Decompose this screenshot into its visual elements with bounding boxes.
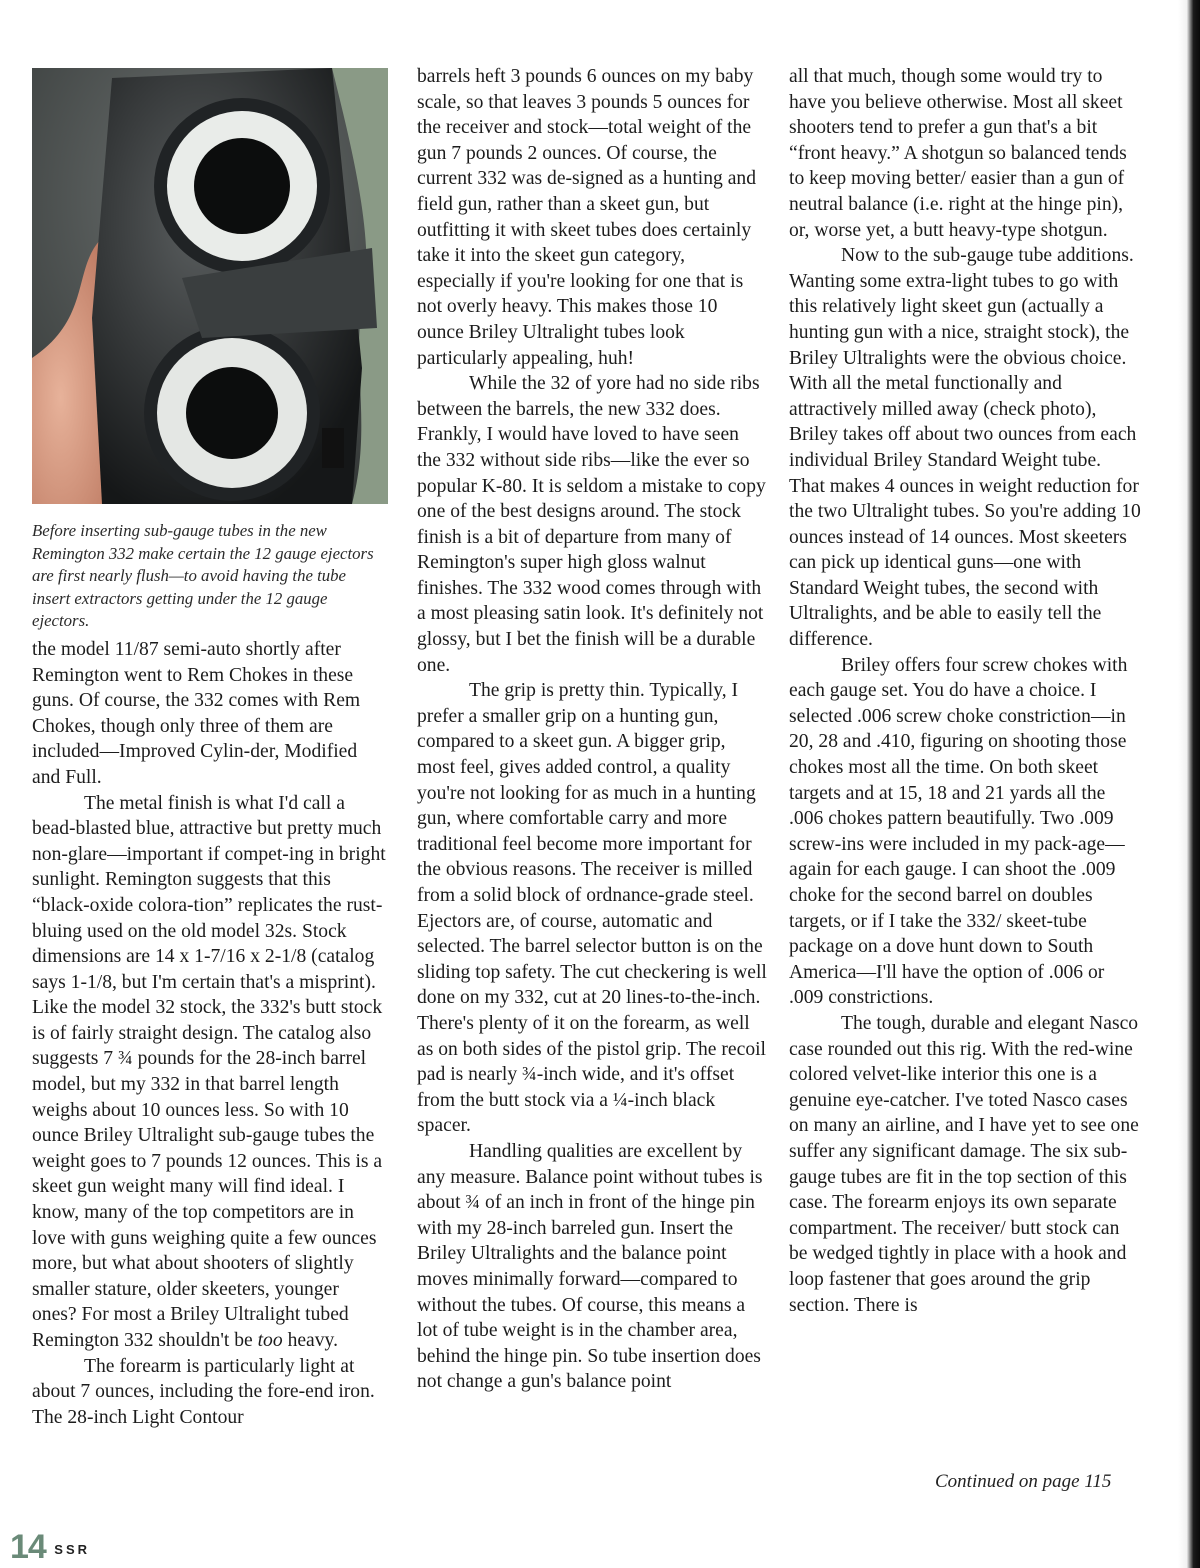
barrel-photo	[32, 68, 388, 504]
magazine-name: SSR	[54, 1542, 91, 1557]
column-2	[417, 64, 767, 1395]
photo-caption: Before inserting sub-gauge tubes in the new Remington 332 make certain the 12 gauge ejectors are first nearly flush—to avoid having the tube insert extractors getting under the 12 gauge ejectors.	[32, 521, 374, 631]
paragraph: Now to the sub-gauge tube additions. Wanting some extra-light tubes to go with this relatively light skeet gun (actually a hunting gun with a nice, straight stock), the Briley Ultralights were the obvious choice. With all the metal functionally and attractively milled away (check photo), Briley takes off about two ounces from each individual Briley Standard Weight tube. That makes 4 ounces in weight reduction for the two Ultralight tubes. So you're adding 10 ounces instead of 14 ounces. Most skeeters can pick up identical guns—one with Standard Weight tubes, the second with Ultralights, and be able to easily tell the difference.	[789, 245, 1141, 651]
paragraph: Handling qualities are excellent by any measure. Balance point without tubes is about ¾ of an inch in front of the hinge pin with my 28-inch barreled gun. Insert the Briley Ultralights and the balance point moves minimally forward—compared to without the tubes. Of course, this means a lot of tube weight is in the chamber area, behind the hinge pin. So tube insertion does not change a gun's balance point	[417, 1140, 763, 1393]
barrel-ejector-image	[32, 68, 388, 504]
paragraph-text: The metal finish is what I'd call a bead-blasted blue, attractive but pretty much non-glare—important if compet-ing in bright sunlight. Remington suggests that this “black-oxide colora-tion” replicates the rust-bluing used on the old model 32s. Stock dimensions are 14 x 1-7/16 x 2-1/8 (catalog says 1-1/8, but I'm certain that's a misprint). Like the model 32 stock, the 332's butt stock is of fairly straight design. The catalog also suggests 7 ¾ pounds for the 28-inch barrel model, but my 332 in that barrel length weighs about 10 ounces less. So with 10 ounce Briley Ultralight sub-gauge tubes the weight goes to 7 pounds 12 ounces. This is a skeet gun weight many will find ideal. I know, many of the top competitors are in love with guns weighing quite a few ounces more, but what about shooters of slightly smaller stature, older skeeters, younger ones? For most a Briley Ultralight tubed Remington 332 shouldn't be	[32, 792, 386, 1351]
paragraph: The forearm is particularly light at about 7 ounces, including the fore-end iron. The 28-inch Light Contour	[32, 1355, 375, 1428]
emphasis: too	[257, 1330, 283, 1351]
page-footer	[10, 1528, 90, 1567]
paragraph	[32, 791, 386, 1354]
paragraph-text: heavy.	[287, 1330, 338, 1351]
paragraph: The grip is pretty thin. Typically, I prefer a smaller grip on a hunting gun, compared to a skeet gun. A bigger grip, most feel, gives added control, a quality you're not looking for as much in a hunting gun, where comfortable carry and more traditional feel become more important for the obvious reasons. The receiver is milled from a solid block of ordnance-grade steel. Ejectors are, of course, automatic and selected. The barrel selector button is on the sliding top safety. The cut checkering is well done on my 332, cut at 20 lines-to-the-inch. There's plenty of it on the forearm, as well as on both sides of the pistol grip. The recoil pad is nearly ¾-inch wide, and it's offset from the butt stock via a ¼-inch black spacer.	[417, 680, 767, 1137]
paragraph: The tough, durable and elegant Nasco case rounded out this rig. With the red-wine colored velvet-like interior this one is a genuine eye-catcher. I've toted Nasco cases on many an airline, and I have yet to see one suffer any significant damage. The six sub-gauge tubes are fit in the top section of this case. The forearm enjoys its own separate compartment. The receiver/ butt stock can be wedged tightly in place with a hook and loop fastener that goes around the grip section. There is	[789, 1012, 1139, 1316]
paragraph: While the 32 of yore had no side ribs between the barrels, the new 332 does. Frankly, I would have loved to have seen the 332 without side ribs—like the ever so popular K-80. It is seldom a mistake to copy one of the best designs around. The stock finish is a bit of departure from many of Remington's super high gloss walnut finishes. The 332 wood comes through with a most pleasing satin look. It's definitely not glossy, but I bet the finish will be a durable one.	[417, 373, 766, 676]
paragraph: the model 11/87 semi-auto shortly after Remington went to Rem Chokes in these guns. Of course, the 332 comes with Rem Chokes, though only three of them are included—Improved Cylin-der, Modified and Full.	[32, 638, 361, 788]
paragraph: Briley offers four screw chokes with each gauge set. You do have a choice. I selected .006 screw choke constriction—in 20, 28 and .410, figuring on shooting those chokes most all the time. On both skeet targets and at 15, 18 and 21 yards all the .006 chokes pattern beautifully. Two .009 screw-ins were included in my pack-age—again for each gauge. I can shoot the .009 choke for the second barrel on doubles targets, or if I take the 332/ skeet-tube package on a dove hunt down to South America—I'll have the option of .006 or .009 constrictions.	[789, 654, 1128, 1009]
column-1	[32, 64, 386, 1430]
page-number: 14	[10, 1528, 46, 1566]
column-3	[789, 64, 1141, 1318]
paragraph: barrels heft 3 pounds 6 ounces on my baby scale, so that leaves 3 pounds 5 ounces for the receiver and stock—total weight of the gun 7 pounds 2 ounces. Of course, the current 332 was de-signed as a hunting and field gun, rather than a skeet gun, but outfitting it with skeet tubes does certainly take it into the skeet gun category, especially if you're looking for one that is not overly heavy. This makes those 10 ounce Briley Ultralight tubes look particularly appealing, huh!	[417, 66, 756, 369]
continued-note: Continued on page 115	[935, 1471, 1112, 1492]
page-binding-edge	[1178, 0, 1200, 1568]
paragraph: all that much, though some would try to have you believe otherwise. Most all skeet shooters tend to prefer a gun that's a bit “front heavy.” A shotgun so balanced tends to keep moving better/ easier than a gun of neutral balance (i.e. right at the hinge pin), or, worse yet, a butt heavy-type shotgun.	[789, 66, 1127, 241]
